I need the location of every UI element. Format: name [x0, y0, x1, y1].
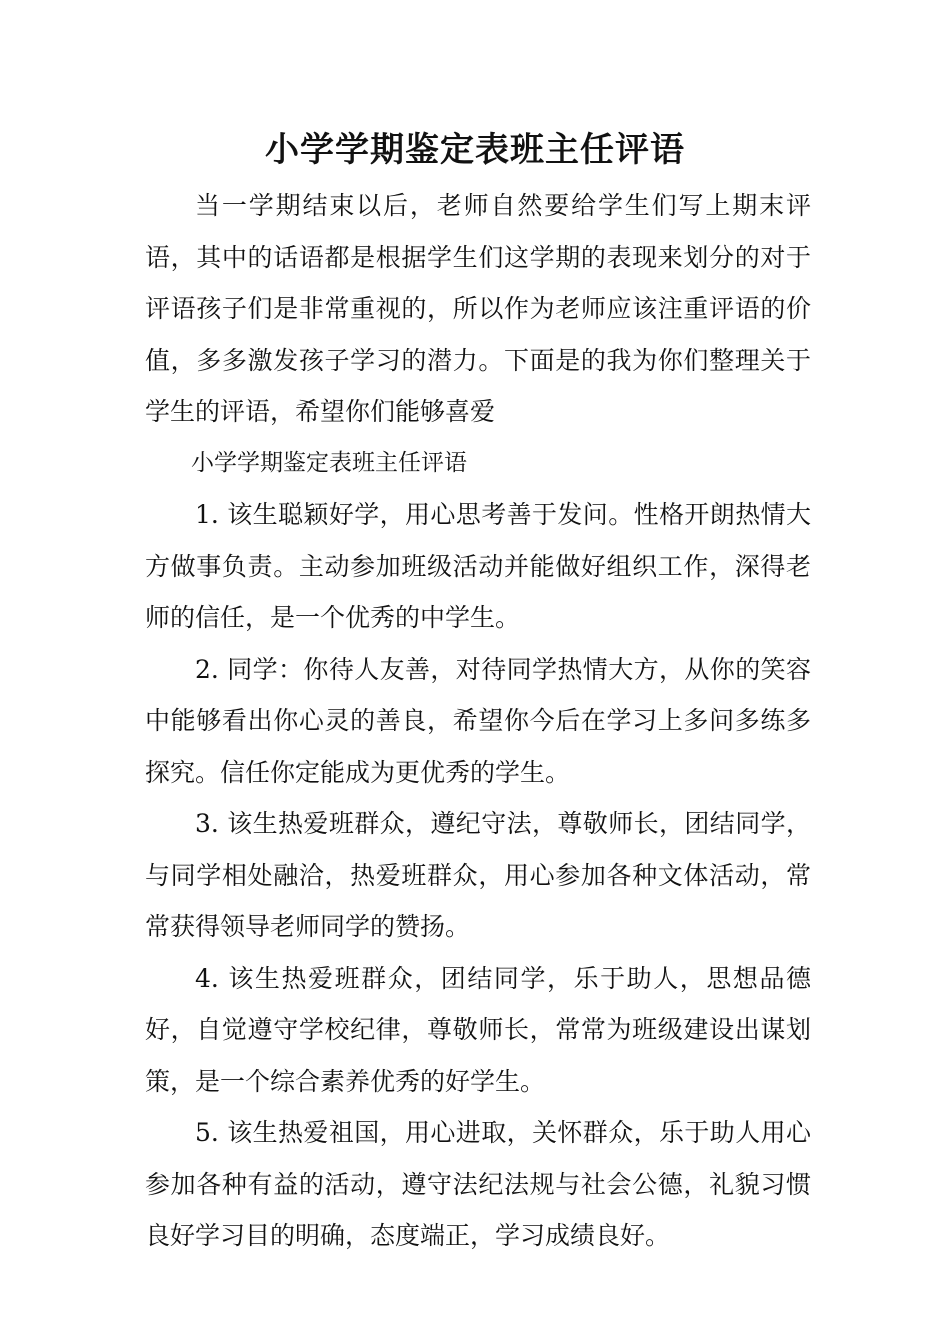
comment-item-4 [145, 953, 811, 1108]
comment-text: 该生热爱祖国，用心进取，关怀群众，乐于助人用心参加各种有益的活动，遵守法纪法规与社会公德，礼貌习惯良好学习目的明确，态度端正，学习成绩良好。 [145, 1118, 811, 1250]
comment-number: 3. [195, 809, 219, 838]
document-title: 小学学期鉴定表班主任评语 [265, 130, 685, 170]
comment-item-2 [145, 644, 811, 799]
document-body [145, 180, 811, 1262]
comment-item-3 [145, 798, 811, 953]
comment-number: 2. [195, 654, 219, 684]
comment-text: 该生热爱班群众，遵纪守法，尊敬师长，团结同学，与同学相处融洽，热爱班群众，用心参加各种文体活动，常常获得领导老师同学的赞扬。 [145, 809, 811, 941]
comment-item-5 [145, 1107, 811, 1262]
comment-item-1 [145, 489, 811, 644]
comment-text: 该生热爱班群众，团结同学，乐于助人，思想品德好，自觉遵守学校纪律，尊敬师长，常常为班级建设出谋划策，是一个综合素养优秀的好学生。 [145, 963, 811, 1096]
comment-text: 该生聪颖好学，用心思考善于发问。性格开朗热情大方做事负责。主动参加班级活动并能做好组织工作，深得老师的信任，是一个优秀的中学生。 [145, 500, 811, 632]
comment-number: 4. [195, 963, 219, 993]
comment-text: 同学：你待人友善，对待同学热情大方，从你的笑容中能够看出你心灵的善良，希望你今后在学习上多问多练多探究。信任你定能成为更优秀的学生。 [145, 654, 811, 787]
comment-number: 1. [195, 500, 219, 529]
comment-number: 5. [195, 1118, 219, 1147]
section-heading: 小学学期鉴定表班主任评语 [191, 449, 467, 476]
intro-paragraph: 当一学期结束以后，老师自然要给学生们写上期末评语，其中的话语都是根据学生们这学期的表现来划分的对于评语孩子们是非常重视的，所以作为老师应该注重评语的价值，多多激发孩子学习的潜力。下面是的我为你们整理关于学生的评语，希望你们能够喜爱 [145, 191, 811, 426]
